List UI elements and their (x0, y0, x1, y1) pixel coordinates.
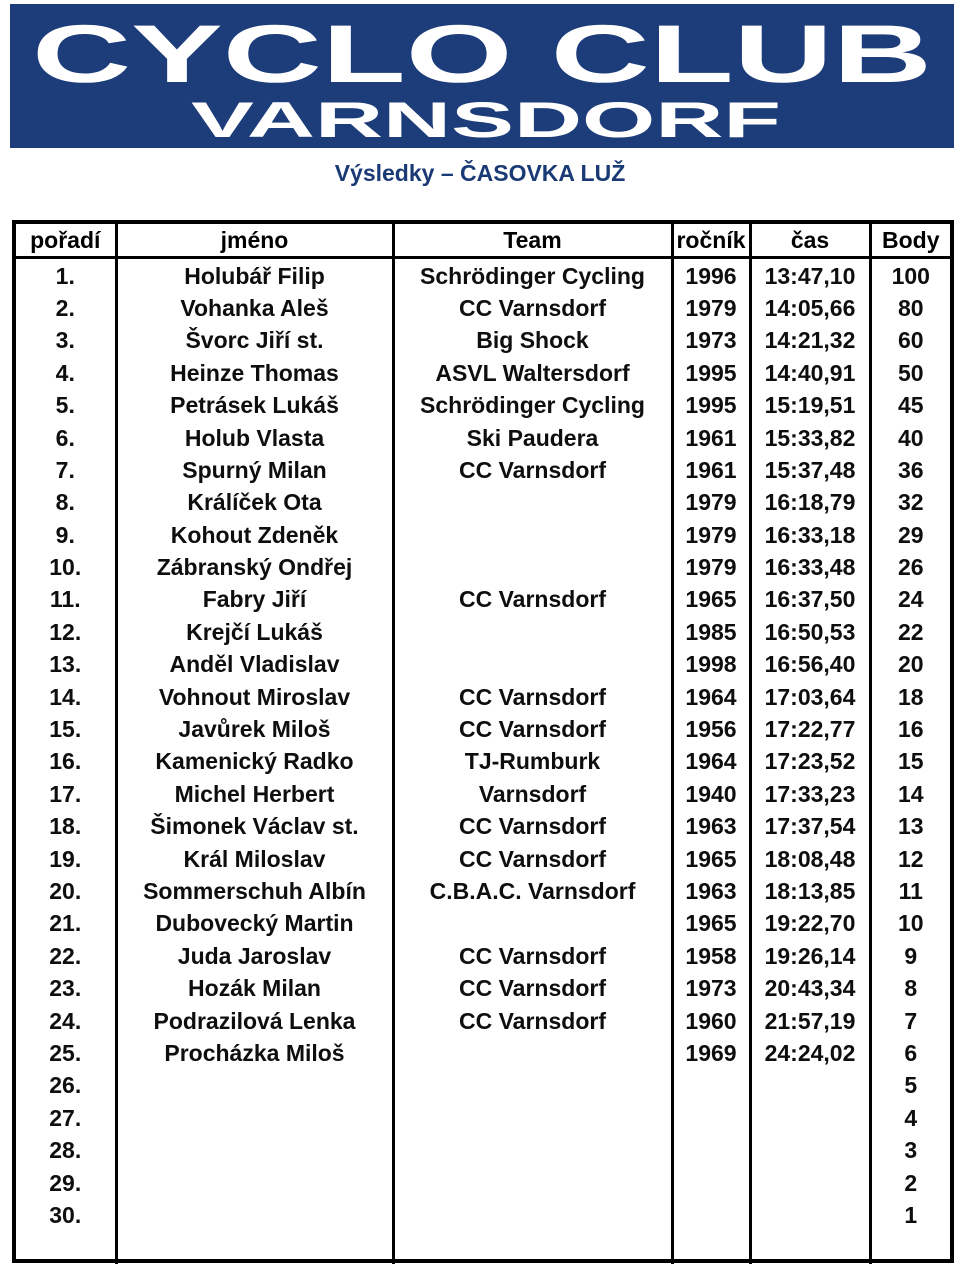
cell-team (393, 1069, 672, 1101)
cell-name: Anděl Vladislav (116, 648, 393, 680)
cell-name: Fabry Jiří (116, 583, 393, 615)
cell-points: 20 (870, 648, 950, 680)
cell-time: 14:40,91 (750, 357, 870, 389)
cell-rank: 30. (49, 1201, 82, 1228)
club-logo-line1: CYCLO CLUB (32, 9, 932, 100)
table-header-row (16, 224, 950, 258)
table-row (16, 745, 950, 777)
cell-name: Sommerschuh Albín (116, 875, 393, 907)
cell-name: Holubář Filip (116, 258, 393, 292)
cell-team: CC Varnsdorf (393, 842, 672, 874)
cell-time: 16:56,40 (750, 648, 870, 680)
cell-rank: 5. (55, 392, 75, 419)
cell-year (672, 1199, 750, 1231)
cell-name: Michel Herbert (116, 778, 393, 810)
cell-time: 15:19,51 (750, 389, 870, 421)
cell-time: 16:50,53 (750, 616, 870, 648)
cell-points: 5 (870, 1069, 950, 1101)
cell-rank: 2. (55, 294, 75, 321)
cell-year: 1969 (672, 1037, 750, 1069)
cell-year (672, 1069, 750, 1101)
cell-team: Varnsdorf (393, 778, 672, 810)
cell-time (750, 1102, 870, 1134)
cell-points: 16 (870, 713, 950, 745)
club-banner (10, 4, 954, 148)
cell-team: ASVL Waltersdorf (393, 357, 672, 389)
cell-team: CC Varnsdorf (393, 454, 672, 486)
cell-time: 17:22,77 (750, 713, 870, 745)
cell-time: 24:24,02 (750, 1037, 870, 1069)
cell-points: 6 (870, 1037, 950, 1069)
table-row (16, 551, 950, 583)
cell-name: Dubovecký Martin (116, 907, 393, 939)
column-header-points: Body (870, 224, 950, 258)
cell-name: Švorc Jiří st. (116, 324, 393, 356)
cell-name: Procházka Miloš (116, 1037, 393, 1069)
cell-year: 1973 (672, 324, 750, 356)
cell-time: 16:37,50 (750, 583, 870, 615)
cell-time: 20:43,34 (750, 972, 870, 1004)
cell-rank: 29. (49, 1169, 82, 1196)
cell-year: 1973 (672, 972, 750, 1004)
cell-time: 15:33,82 (750, 421, 870, 453)
cell-year: 1979 (672, 486, 750, 518)
cell-name (116, 1231, 393, 1263)
cell-points: 36 (870, 454, 950, 486)
cell-points: 15 (870, 745, 950, 777)
table-row (16, 1004, 950, 1036)
results-title: Výsledky – ČASOVKA LUŽ (334, 160, 626, 186)
table-row (16, 810, 950, 842)
cell-time: 13:47,10 (750, 258, 870, 292)
cell-rank: 28. (49, 1137, 82, 1164)
cell-rank: 1. (55, 262, 75, 289)
cell-year: 1964 (672, 745, 750, 777)
table-row (16, 713, 950, 745)
cell-team (393, 551, 672, 583)
cell-year: 1960 (672, 1004, 750, 1036)
cell-team: C.B.A.C. Varnsdorf (393, 875, 672, 907)
cell-year: 1979 (672, 551, 750, 583)
cell-rank: 25. (49, 1039, 82, 1066)
cell-name: Kamenický Radko (116, 745, 393, 777)
table-row (16, 519, 950, 551)
cell-name: Javůrek Miloš (116, 713, 393, 745)
cell-year (672, 1166, 750, 1198)
table-row (16, 1199, 950, 1231)
cell-time: 14:05,66 (750, 292, 870, 324)
cell-time (750, 1069, 870, 1101)
cell-points: 9 (870, 940, 950, 972)
cell-rank: 18. (49, 813, 82, 840)
cell-name: Krejčí Lukáš (116, 616, 393, 648)
cell-name: Král Miloslav (116, 842, 393, 874)
table-row (16, 357, 950, 389)
cell-points: 18 (870, 680, 950, 712)
cell-time: 17:33,23 (750, 778, 870, 810)
cell-points: 24 (870, 583, 950, 615)
cell-team (393, 1102, 672, 1134)
cell-points: 3 (870, 1134, 950, 1166)
column-header-rank: pořadí (16, 224, 116, 258)
cell-rank: 14. (49, 683, 82, 710)
cell-team (393, 648, 672, 680)
cell-points (870, 1231, 950, 1263)
cell-team: CC Varnsdorf (393, 292, 672, 324)
table-row (16, 842, 950, 874)
cell-year: 1995 (672, 357, 750, 389)
cell-year: 1965 (672, 583, 750, 615)
cell-time: 18:13,85 (750, 875, 870, 907)
results-table-frame (12, 220, 954, 1263)
cell-points: 4 (870, 1102, 950, 1134)
cell-rank (16, 1231, 116, 1263)
table-row (16, 778, 950, 810)
table-row (16, 389, 950, 421)
cell-points: 8 (870, 972, 950, 1004)
cell-year (672, 1102, 750, 1134)
cell-rank: 22. (49, 942, 82, 969)
table-row (16, 1037, 950, 1069)
cell-team: CC Varnsdorf (393, 583, 672, 615)
cell-year: 1961 (672, 421, 750, 453)
cell-points: 26 (870, 551, 950, 583)
cell-team: Schrödinger Cycling (393, 258, 672, 292)
cell-name: Spurný Milan (116, 454, 393, 486)
cell-time: 16:33,18 (750, 519, 870, 551)
cell-points: 50 (870, 357, 950, 389)
cell-rank: 21. (49, 910, 82, 937)
cell-name: Juda Jaroslav (116, 940, 393, 972)
cell-points: 11 (870, 875, 950, 907)
cell-points: 12 (870, 842, 950, 874)
results-body (16, 258, 950, 1264)
table-row (16, 616, 950, 648)
cell-name: Holub Vlasta (116, 421, 393, 453)
cell-points: 32 (870, 486, 950, 518)
cell-team: CC Varnsdorf (393, 810, 672, 842)
cell-points: 2 (870, 1166, 950, 1198)
cell-name: Zábranský Ondřej (116, 551, 393, 583)
table-row (16, 1166, 950, 1198)
cell-team (393, 1134, 672, 1166)
cell-team (393, 1231, 672, 1263)
cell-points: 60 (870, 324, 950, 356)
cell-team: Schrödinger Cycling (393, 389, 672, 421)
cell-name: Petrásek Lukáš (116, 389, 393, 421)
cell-time: 18:08,48 (750, 842, 870, 874)
cell-year: 1963 (672, 875, 750, 907)
cell-rank: 20. (49, 878, 82, 904)
results-table (16, 224, 950, 1264)
cell-team: Ski Paudera (393, 421, 672, 453)
cell-team: Big Shock (393, 324, 672, 356)
table-row (16, 875, 950, 907)
cell-year: 1979 (672, 292, 750, 324)
cell-name: Králíček Ota (116, 486, 393, 518)
table-row (16, 421, 950, 453)
cell-rank: 10. (49, 554, 82, 581)
cell-name: Heinze Thomas (116, 357, 393, 389)
column-header-team: Team (393, 224, 672, 258)
cell-time (750, 1134, 870, 1166)
table-row (16, 1069, 950, 1101)
cell-rank: 12. (49, 618, 82, 645)
cell-year: 1995 (672, 389, 750, 421)
cell-year: 1998 (672, 648, 750, 680)
club-logo (10, 4, 954, 148)
cell-rank: 7. (55, 456, 75, 483)
cell-rank: 23. (49, 975, 82, 1002)
table-row (16, 940, 950, 972)
cell-rank: 9. (55, 521, 75, 548)
cell-team: CC Varnsdorf (393, 1004, 672, 1036)
cell-year: 1958 (672, 940, 750, 972)
table-row (16, 583, 950, 615)
cell-time: 19:26,14 (750, 940, 870, 972)
cell-year (672, 1134, 750, 1166)
cell-team (393, 486, 672, 518)
cell-team (393, 616, 672, 648)
cell-points: 10 (870, 907, 950, 939)
cell-team (393, 1199, 672, 1231)
cell-time: 14:21,32 (750, 324, 870, 356)
cell-rank: 17. (49, 780, 82, 807)
cell-rank: 19. (49, 845, 82, 872)
cell-points: 14 (870, 778, 950, 810)
cell-year (672, 1231, 750, 1263)
table-row (16, 680, 950, 712)
club-logo-line2: VARNSDORF (191, 92, 781, 148)
cell-name (116, 1102, 393, 1134)
cell-team: CC Varnsdorf (393, 713, 672, 745)
cell-points: 22 (870, 616, 950, 648)
cell-rank: 15. (49, 716, 82, 743)
cell-rank: 8. (55, 489, 75, 516)
cell-rank: 11. (49, 586, 81, 613)
cell-time: 21:57,19 (750, 1004, 870, 1036)
cell-rank: 16. (49, 748, 82, 775)
cell-year: 1964 (672, 680, 750, 712)
cell-year: 1979 (672, 519, 750, 551)
cell-year: 1963 (672, 810, 750, 842)
table-row (16, 292, 950, 324)
cell-time: 16:33,48 (750, 551, 870, 583)
cell-name: Vohanka Aleš (116, 292, 393, 324)
cell-team: CC Varnsdorf (393, 680, 672, 712)
cell-name: Kohout Zdeněk (116, 519, 393, 551)
cell-time: 16:18,79 (750, 486, 870, 518)
cell-name (116, 1069, 393, 1101)
cell-year: 1965 (672, 907, 750, 939)
cell-name (116, 1166, 393, 1198)
cell-year: 1956 (672, 713, 750, 745)
cell-time (750, 1166, 870, 1198)
cell-team (393, 907, 672, 939)
cell-time (750, 1199, 870, 1231)
cell-rank: 24. (49, 1007, 82, 1034)
cell-points: 80 (870, 292, 950, 324)
table-row (16, 972, 950, 1004)
cell-rank: 6. (55, 424, 75, 451)
cell-rank: 3. (55, 327, 75, 354)
cell-team: CC Varnsdorf (393, 972, 672, 1004)
cell-team: CC Varnsdorf (393, 940, 672, 972)
cell-name: Podrazilová Lenka (116, 1004, 393, 1036)
cell-name: Šimonek Václav st. (116, 810, 393, 842)
table-row (16, 1231, 950, 1263)
cell-year: 1940 (672, 778, 750, 810)
cell-year: 1996 (672, 258, 750, 292)
cell-name (116, 1134, 393, 1166)
cell-points: 45 (870, 389, 950, 421)
table-row (16, 454, 950, 486)
table-row (16, 486, 950, 518)
cell-rank: 26. (49, 1072, 82, 1099)
table-row (16, 907, 950, 939)
cell-points: 7 (870, 1004, 950, 1036)
cell-points: 13 (870, 810, 950, 842)
cell-time: 19:22,70 (750, 907, 870, 939)
column-header-year: ročník (672, 224, 750, 258)
cell-rank: 4. (55, 359, 75, 386)
cell-year: 1961 (672, 454, 750, 486)
column-header-time: čas (750, 224, 870, 258)
cell-name: Hozák Milan (116, 972, 393, 1004)
cell-time: 17:23,52 (750, 745, 870, 777)
cell-points: 29 (870, 519, 950, 551)
cell-time: 17:03,64 (750, 680, 870, 712)
cell-rank: 13. (49, 651, 82, 678)
table-row (16, 1102, 950, 1134)
cell-team: TJ-Rumburk (393, 745, 672, 777)
cell-name (116, 1199, 393, 1231)
table-row (16, 324, 950, 356)
cell-time: 17:37,54 (750, 810, 870, 842)
cell-name: Vohnout Miroslav (116, 680, 393, 712)
table-row (16, 1134, 950, 1166)
table-row (16, 258, 950, 292)
cell-team (393, 1166, 672, 1198)
cell-team (393, 519, 672, 551)
cell-time: 15:37,48 (750, 454, 870, 486)
cell-rank: 27. (49, 1104, 82, 1131)
cell-points: 100 (870, 258, 950, 292)
cell-points: 1 (870, 1199, 950, 1231)
cell-year: 1985 (672, 616, 750, 648)
cell-points: 40 (870, 421, 950, 453)
cell-year: 1965 (672, 842, 750, 874)
cell-team (393, 1037, 672, 1069)
table-row (16, 648, 950, 680)
column-header-name: jméno (116, 224, 393, 258)
cell-time (750, 1231, 870, 1263)
